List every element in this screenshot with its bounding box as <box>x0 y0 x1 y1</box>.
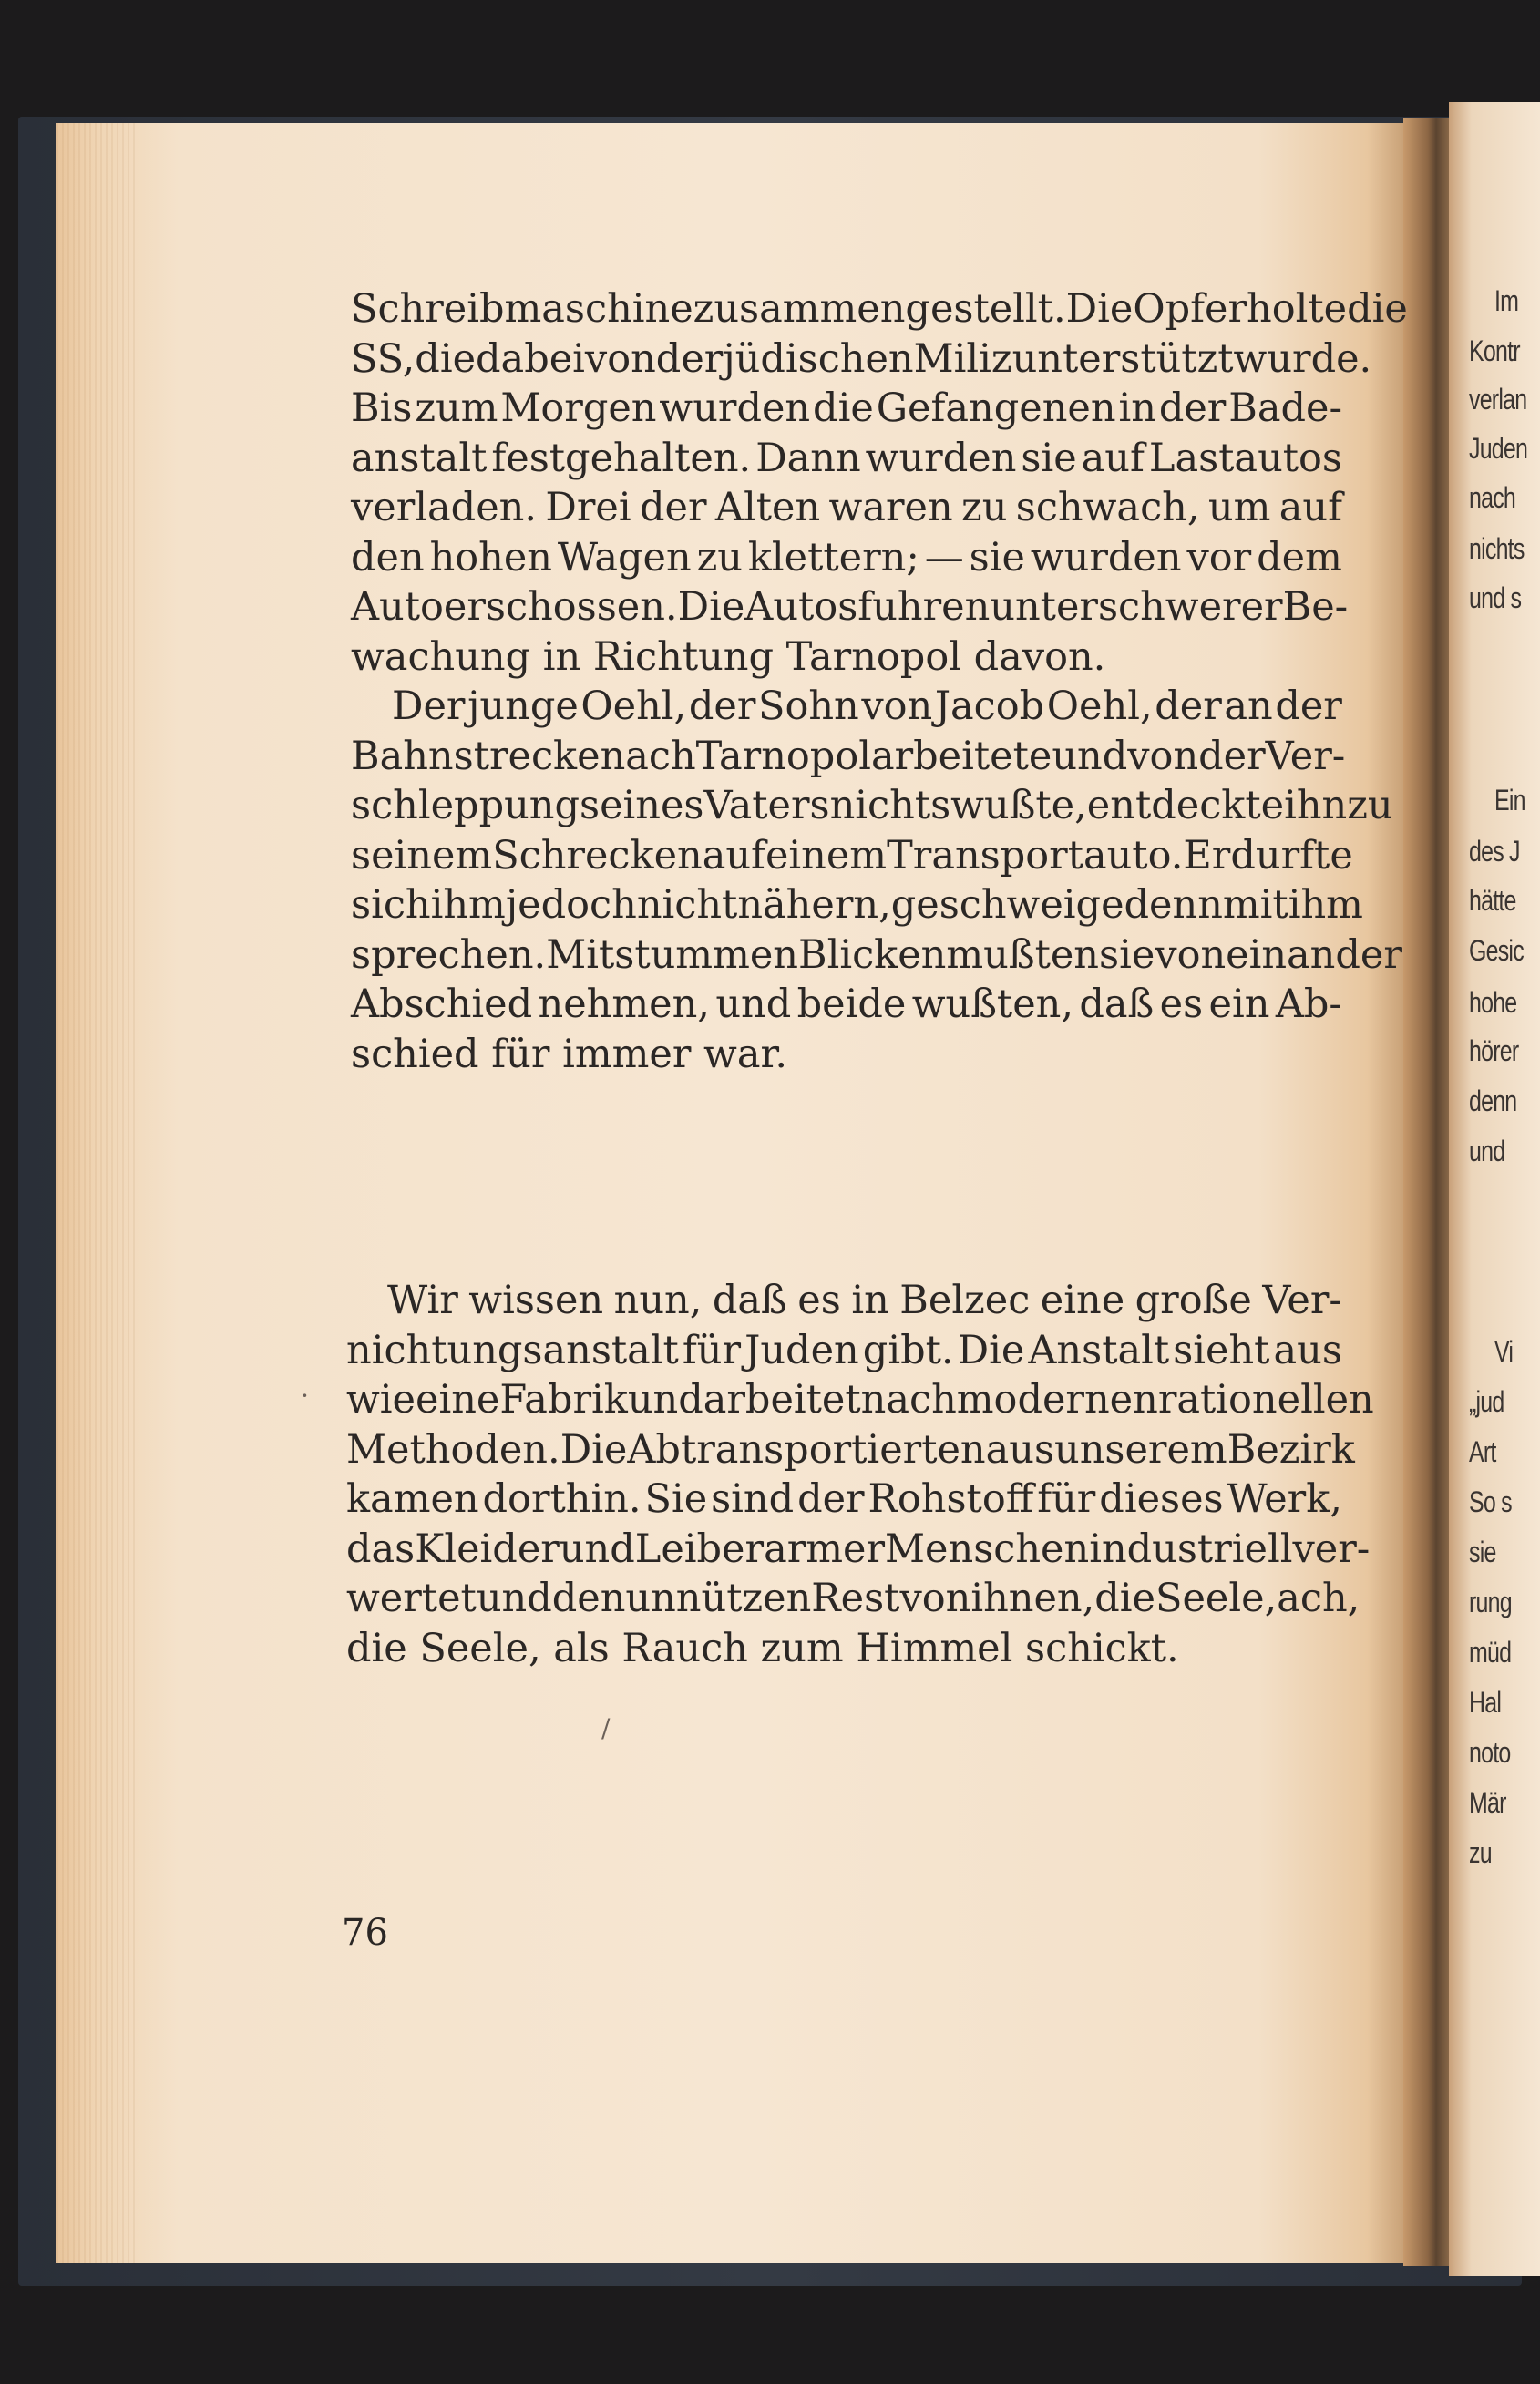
word: Blicken <box>797 931 947 978</box>
word: große <box>1134 1278 1252 1323</box>
text-line <box>346 1425 1355 1475</box>
text-line <box>351 732 1346 782</box>
text-line <box>346 1326 1342 1376</box>
word: nichts <box>829 783 951 828</box>
facing-page-fragment: hohe <box>1469 986 1517 1019</box>
facing-page-fragment: „jud <box>1469 1385 1504 1418</box>
word: Alten <box>714 485 821 530</box>
facing-page-fragment: Art <box>1469 1435 1496 1468</box>
word: voneinander <box>1155 931 1402 978</box>
word: Be- <box>1282 584 1349 630</box>
word: festgehalten. <box>491 435 752 481</box>
word: Wagen <box>557 534 692 581</box>
word: auf <box>702 832 765 879</box>
word: das <box>346 1526 416 1572</box>
word: den <box>351 534 425 581</box>
word: wie <box>346 1377 416 1423</box>
word: Werk, <box>1227 1476 1342 1522</box>
word: denn <box>1124 882 1223 928</box>
word: Ab- <box>1275 981 1342 1027</box>
word: zum <box>415 385 498 431</box>
facing-page-fragment: sie <box>1469 1536 1496 1568</box>
word: zu <box>961 485 1008 530</box>
paragraphs-1-2 <box>351 284 1408 1079</box>
word: zu <box>1347 783 1393 828</box>
right-page-edge <box>1449 102 1540 2276</box>
word: anstalt <box>351 435 488 481</box>
text-line <box>351 384 1342 434</box>
word: holte <box>1247 286 1348 332</box>
word: erschossen. <box>443 584 678 630</box>
facing-page-fragment: zu <box>1469 1836 1492 1869</box>
word: Fabrik <box>499 1377 628 1423</box>
text-line <box>351 682 1342 732</box>
word: Dann <box>755 435 861 481</box>
word: nichtungsanstalt <box>346 1327 679 1373</box>
word: nach <box>600 733 696 779</box>
word: wurden <box>865 435 1017 481</box>
facing-page-fragment: hätte <box>1469 884 1516 917</box>
word: unnützen <box>625 1576 812 1621</box>
word: der <box>640 485 707 530</box>
word: in <box>1118 385 1156 431</box>
word: nähern, <box>737 882 891 928</box>
facing-page-fragment: nichts <box>1469 532 1525 565</box>
paragraph-1 <box>351 284 1408 682</box>
word: von <box>1127 733 1199 779</box>
word: arbeitete <box>870 733 1052 779</box>
word: zusammengestellt. <box>693 286 1066 332</box>
word: Drei <box>545 485 631 530</box>
word: die <box>1094 1576 1156 1621</box>
word: Oehl, <box>1046 683 1153 729</box>
facing-page-fragment: nach <box>1469 481 1516 514</box>
word: sie <box>1021 435 1077 481</box>
word: Leiber <box>634 1526 765 1572</box>
word: sprechen. <box>351 931 547 978</box>
word: Jacob <box>934 683 1045 729</box>
word: von <box>899 1576 971 1621</box>
word: die <box>415 335 477 382</box>
facing-page-fragment: Ein <box>1494 784 1525 817</box>
word: aus <box>1273 1327 1342 1373</box>
word: dem <box>1257 534 1342 581</box>
word: gibt. <box>862 1327 954 1373</box>
word: für <box>682 1327 742 1373</box>
word: der <box>1155 683 1222 729</box>
word: einem <box>765 832 888 879</box>
stray-mark: · <box>301 1381 309 1411</box>
word: hohen <box>429 534 552 581</box>
word: nun, <box>613 1278 703 1323</box>
facing-page-fragment: Mär <box>1469 1786 1506 1819</box>
word: Mit <box>546 931 615 978</box>
word: der <box>1275 683 1342 729</box>
word: eine <box>416 1377 500 1423</box>
facing-page-fragment: und <box>1469 1135 1505 1167</box>
word: wurden <box>659 385 811 431</box>
facing-page-fragment: Gesic <box>1469 934 1524 967</box>
word: wurde. <box>1233 335 1372 382</box>
word: dabei <box>476 335 585 382</box>
word: Ver- <box>1262 1278 1342 1323</box>
word: wurden <box>1030 534 1182 581</box>
word: sieht <box>1173 1327 1270 1373</box>
text-line <box>346 1525 1371 1575</box>
word: Schrecken <box>492 832 703 879</box>
word: nehmen, <box>538 981 710 1027</box>
word: Belzec <box>899 1278 1031 1323</box>
word: armer <box>764 1526 886 1572</box>
word: und <box>559 1526 635 1572</box>
facing-page-fragment: des J <box>1469 835 1520 868</box>
text-line: schied für immer war. <box>351 1031 787 1077</box>
text-line <box>346 1375 1374 1425</box>
word: schwach, <box>1015 485 1200 530</box>
word: dieses <box>1099 1476 1224 1522</box>
word: Morgen <box>500 385 657 431</box>
word: rationellen <box>1157 1377 1374 1423</box>
word: modernen <box>956 1377 1158 1423</box>
facing-page-fragment: Im <box>1494 284 1519 317</box>
word: Die <box>677 584 745 630</box>
word: Oehl, <box>580 683 687 729</box>
facing-page-fragment: Kontr <box>1469 334 1520 367</box>
word: SS, <box>351 335 416 382</box>
text-line <box>351 880 1363 930</box>
word: entdeckte <box>1086 783 1285 828</box>
word: seinem <box>351 832 493 879</box>
word: nicht <box>636 882 738 928</box>
facing-page-fragment: und s <box>1469 581 1522 614</box>
text-line <box>351 582 1349 632</box>
word: ihnen, <box>970 1576 1095 1621</box>
word: unterstützt <box>1011 335 1234 382</box>
word: stummen <box>614 931 798 978</box>
word: der <box>1198 733 1266 779</box>
text-line <box>351 831 1353 881</box>
word: dorthin. <box>482 1476 642 1522</box>
word: Methoden. <box>346 1426 560 1473</box>
word: und <box>715 981 792 1027</box>
word: Juden <box>744 1327 859 1373</box>
word: von <box>861 683 933 729</box>
word: an <box>1224 683 1273 729</box>
facing-page-fragment: verlan <box>1469 383 1527 416</box>
word: Schreibmaschine <box>351 286 693 332</box>
word: unserem <box>1054 1426 1227 1473</box>
text-line: wachung in Richtung Tarnopol davon. <box>351 633 1106 680</box>
word: geschweige <box>890 882 1124 928</box>
word: sind <box>711 1476 795 1522</box>
stray-mark: / <box>601 1713 611 1743</box>
text-line <box>351 434 1342 484</box>
facing-page-fragment: Juden <box>1469 432 1528 465</box>
text-line <box>346 1574 1360 1624</box>
word: seines <box>580 783 704 828</box>
word: ach, <box>1277 1576 1360 1621</box>
word: Die <box>560 1426 628 1473</box>
word: mit <box>1222 882 1288 928</box>
word: industriell <box>1089 1526 1293 1572</box>
word: jüdischen <box>723 335 914 382</box>
word: junge <box>467 683 579 729</box>
word: Transportauto. <box>887 832 1184 879</box>
word: der <box>688 683 756 729</box>
word: schleppung <box>351 783 580 828</box>
paragraph-3 <box>346 1276 1374 1673</box>
word: die <box>813 385 874 431</box>
word: von <box>584 335 656 382</box>
word: klettern; <box>747 534 919 581</box>
text-line <box>346 1276 1342 1326</box>
word: arbeitet <box>703 1377 861 1423</box>
word: daß <box>712 1278 787 1323</box>
text-line <box>351 980 1342 1030</box>
facing-page-fragment: So s <box>1469 1485 1512 1518</box>
word: Er <box>1183 832 1231 879</box>
word: Sie <box>644 1476 708 1522</box>
word: Miliz <box>913 335 1012 382</box>
word: mußten <box>946 931 1099 978</box>
word: wissen <box>468 1278 604 1323</box>
word: Lastautos <box>1148 435 1342 481</box>
word: der <box>1158 385 1227 431</box>
word: schwerer <box>1097 584 1283 630</box>
word: Kleider <box>415 1526 560 1572</box>
word: aus <box>985 1426 1055 1473</box>
word: — <box>924 534 964 581</box>
facing-page-fragment: Hal <box>1469 1686 1502 1719</box>
word: es <box>1159 981 1204 1027</box>
word: Gefangenen <box>876 385 1116 431</box>
word: Bahnstrecke <box>351 733 601 779</box>
word: Menschen <box>885 1526 1090 1572</box>
text-line <box>351 483 1342 533</box>
word: Opfer <box>1133 286 1247 332</box>
word: der <box>655 335 724 382</box>
word: Autos <box>744 584 858 630</box>
facing-page-fragment: rung <box>1469 1586 1512 1618</box>
word: sie <box>1099 931 1155 978</box>
word: Ver- <box>1265 733 1346 779</box>
word: auf <box>1278 485 1342 530</box>
word: jedoch <box>505 882 637 928</box>
word: es <box>797 1278 841 1323</box>
text-line <box>346 1475 1342 1525</box>
word: Anstalt <box>1028 1327 1170 1373</box>
word: und <box>1052 733 1128 779</box>
word: Seele, <box>1155 1576 1278 1621</box>
facing-page-fragment: noto <box>1469 1736 1511 1769</box>
word: Bade- <box>1228 385 1342 431</box>
word: sich <box>351 882 431 928</box>
word: Die <box>1065 286 1134 332</box>
word: Bezirk <box>1227 1426 1355 1473</box>
word: und <box>476 1576 552 1621</box>
facing-page-fragment: müd <box>1469 1636 1512 1669</box>
word: verladen. <box>351 485 538 530</box>
word: in <box>851 1278 889 1323</box>
word: Sohn <box>757 683 859 729</box>
word: um <box>1207 485 1271 530</box>
word: Wir <box>387 1278 458 1323</box>
word: ihm <box>1288 882 1363 928</box>
word: Abtransportierten <box>627 1426 986 1473</box>
word: Rest <box>811 1576 900 1621</box>
word: sie <box>969 534 1025 581</box>
word: ihn <box>1284 783 1348 828</box>
word: durfte <box>1230 832 1353 879</box>
word: ver- <box>1292 1526 1371 1572</box>
word: der <box>797 1476 865 1522</box>
word: Bis <box>351 385 413 431</box>
word: Der <box>392 683 466 729</box>
word: zu <box>696 534 743 581</box>
word: Vaters <box>703 783 830 828</box>
text-line <box>351 930 1402 981</box>
word: Tarnopol <box>695 733 871 779</box>
word: daß <box>1079 981 1155 1027</box>
word: für <box>1037 1476 1096 1522</box>
word: die <box>1347 286 1408 332</box>
word: nach <box>860 1377 957 1423</box>
word: eine <box>1040 1278 1125 1323</box>
text-line <box>351 284 1408 334</box>
word: Die <box>957 1327 1025 1373</box>
word: den <box>551 1576 626 1621</box>
text-line: die Seele, als Rauch zum Himmel schickt. <box>346 1625 1179 1671</box>
word: ein <box>1208 981 1270 1027</box>
word: wußte, <box>950 783 1087 828</box>
word: kamen <box>346 1476 479 1522</box>
word: unter <box>990 584 1098 630</box>
word: fuhren <box>857 584 991 630</box>
word: Auto <box>351 584 444 630</box>
text-line <box>351 334 1372 385</box>
facing-page-fragment: Vi <box>1494 1335 1514 1368</box>
word: ihm <box>430 882 506 928</box>
word: beide <box>796 981 907 1027</box>
word: Abschied <box>351 981 533 1027</box>
facing-page-fragment: hörer <box>1469 1034 1519 1067</box>
facing-page-fragment: denn <box>1469 1084 1517 1117</box>
page-number: 76 <box>342 1912 388 1954</box>
word: Rohstoff <box>868 1476 1034 1522</box>
word: auf <box>1081 435 1145 481</box>
word: vor <box>1186 534 1252 581</box>
paragraph-2 <box>351 682 1402 1079</box>
word: wußten, <box>911 981 1074 1027</box>
text-line <box>351 781 1393 831</box>
word: waren <box>828 485 953 530</box>
text-line <box>351 533 1342 583</box>
word: und <box>627 1377 703 1423</box>
word: wertet <box>346 1576 477 1621</box>
